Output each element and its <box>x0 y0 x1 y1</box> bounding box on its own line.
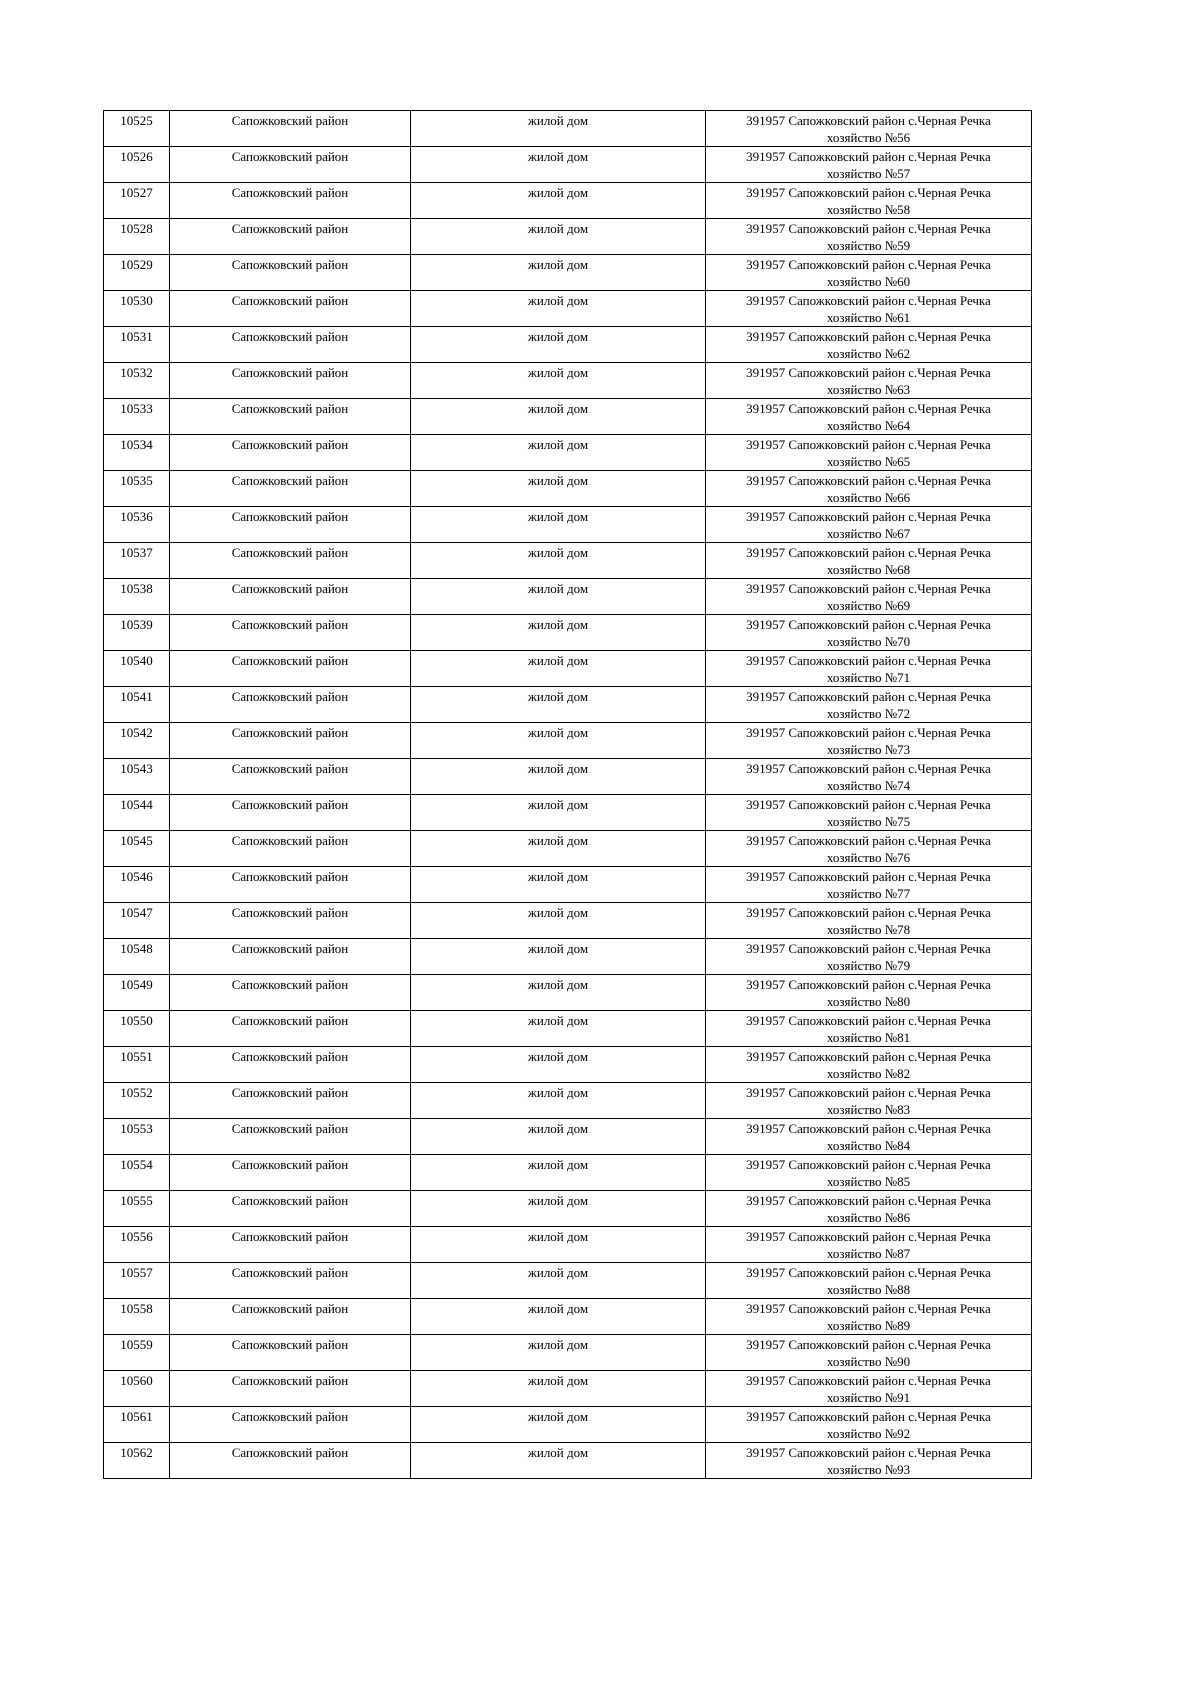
district-cell: Сапожковский район <box>170 1299 411 1335</box>
address-line-2: хозяйство №78 <box>826 922 911 937</box>
property-registry-table <box>103 110 1032 1479</box>
district-cell: Сапожковский район <box>170 327 411 363</box>
table-row <box>104 399 1032 435</box>
address-cell <box>706 183 1032 219</box>
district-cell: Сапожковский район <box>170 399 411 435</box>
object-type-cell: жилой дом <box>411 687 706 723</box>
address-cell <box>706 651 1032 687</box>
district-cell: Сапожковский район <box>170 219 411 255</box>
address-line-2: хозяйство №65 <box>826 454 911 469</box>
table-row <box>104 687 1032 723</box>
address-cell <box>706 615 1032 651</box>
address-line-1: 391957 Сапожковский район с.Черная Речка <box>746 1085 991 1100</box>
district-cell: Сапожковский район <box>170 1191 411 1227</box>
address-line-2: хозяйство №67 <box>826 526 911 541</box>
district-cell: Сапожковский район <box>170 1083 411 1119</box>
address-line-1: 391957 Сапожковский район с.Черная Речка <box>746 401 991 416</box>
address-line-2: хозяйство №86 <box>826 1210 911 1225</box>
object-type-cell: жилой дом <box>411 795 706 831</box>
object-type-cell: жилой дом <box>411 1191 706 1227</box>
address-line-1: 391957 Сапожковский район с.Черная Речка <box>746 689 991 704</box>
address-cell <box>706 1407 1032 1443</box>
object-type-cell: жилой дом <box>411 651 706 687</box>
address-line-1: 391957 Сапожковский район с.Черная Речка <box>746 1013 991 1028</box>
address-line-1: 391957 Сапожковский район с.Черная Речка <box>746 1373 991 1388</box>
address-line-2: хозяйство №58 <box>826 202 911 217</box>
row-id-cell: 10534 <box>104 435 170 471</box>
object-type-cell: жилой дом <box>411 363 706 399</box>
address-line-1: 391957 Сапожковский район с.Черная Речка <box>746 329 991 344</box>
row-id-cell: 10525 <box>104 111 170 147</box>
district-cell: Сапожковский район <box>170 1443 411 1479</box>
district-cell: Сапожковский район <box>170 687 411 723</box>
object-type-cell: жилой дом <box>411 939 706 975</box>
row-id-cell: 10531 <box>104 327 170 363</box>
district-cell: Сапожковский район <box>170 975 411 1011</box>
address-cell <box>706 903 1032 939</box>
address-line-2: хозяйство №79 <box>826 958 911 973</box>
address-cell <box>706 507 1032 543</box>
address-line-1: 391957 Сапожковский район с.Черная Речка <box>746 1337 991 1352</box>
address-line-1: 391957 Сапожковский район с.Черная Речка <box>746 653 991 668</box>
table-row <box>104 1263 1032 1299</box>
address-line-1: 391957 Сапожковский район с.Черная Речка <box>746 1193 991 1208</box>
address-line-1: 391957 Сапожковский район с.Черная Речка <box>746 725 991 740</box>
table-row <box>104 759 1032 795</box>
address-line-1: 391957 Сапожковский район с.Черная Речка <box>746 617 991 632</box>
row-id-cell: 10551 <box>104 1047 170 1083</box>
district-cell: Сапожковский район <box>170 579 411 615</box>
address-cell <box>706 1119 1032 1155</box>
object-type-cell: жилой дом <box>411 579 706 615</box>
table-row <box>104 1443 1032 1479</box>
address-cell <box>706 1011 1032 1047</box>
address-cell <box>706 543 1032 579</box>
address-line-2: хозяйство №90 <box>826 1354 911 1369</box>
table-row <box>104 327 1032 363</box>
address-line-2: хозяйство №82 <box>826 1066 911 1081</box>
row-id-cell: 10561 <box>104 1407 170 1443</box>
object-type-cell: жилой дом <box>411 831 706 867</box>
address-cell <box>706 327 1032 363</box>
object-type-cell: жилой дом <box>411 1299 706 1335</box>
table-row <box>104 363 1032 399</box>
row-id-cell: 10538 <box>104 579 170 615</box>
table-row <box>104 1299 1032 1335</box>
table-row <box>104 795 1032 831</box>
table-row <box>104 615 1032 651</box>
row-id-cell: 10554 <box>104 1155 170 1191</box>
district-cell: Сапожковский район <box>170 867 411 903</box>
table-row <box>104 1119 1032 1155</box>
address-line-1: 391957 Сапожковский район с.Черная Речка <box>746 1049 991 1064</box>
address-cell <box>706 1443 1032 1479</box>
object-type-cell: жилой дом <box>411 1443 706 1479</box>
address-line-1: 391957 Сапожковский район с.Черная Речка <box>746 941 991 956</box>
address-cell <box>706 1083 1032 1119</box>
address-line-1: 391957 Сапожковский район с.Черная Речка <box>746 1229 991 1244</box>
address-cell <box>706 1299 1032 1335</box>
address-line-1: 391957 Сапожковский район с.Черная Речка <box>746 221 991 236</box>
district-cell: Сапожковский район <box>170 363 411 399</box>
address-cell <box>706 1371 1032 1407</box>
address-line-2: хозяйство №70 <box>826 634 911 649</box>
address-line-1: 391957 Сапожковский район с.Черная Речка <box>746 977 991 992</box>
address-line-1: 391957 Сапожковский район с.Черная Речка <box>746 1445 991 1460</box>
district-cell: Сапожковский район <box>170 759 411 795</box>
object-type-cell: жилой дом <box>411 327 706 363</box>
district-cell: Сапожковский район <box>170 903 411 939</box>
table-row <box>104 219 1032 255</box>
object-type-cell: жилой дом <box>411 1011 706 1047</box>
address-line-2: хозяйство №61 <box>826 310 911 325</box>
object-type-cell: жилой дом <box>411 1119 706 1155</box>
address-line-2: хозяйство №72 <box>826 706 911 721</box>
district-cell: Сапожковский район <box>170 1227 411 1263</box>
table-row <box>104 291 1032 327</box>
row-id-cell: 10550 <box>104 1011 170 1047</box>
address-line-1: 391957 Сапожковский район с.Черная Речка <box>746 113 991 128</box>
address-cell <box>706 255 1032 291</box>
address-cell <box>706 759 1032 795</box>
object-type-cell: жилой дом <box>411 1335 706 1371</box>
address-cell <box>706 831 1032 867</box>
district-cell: Сапожковский район <box>170 723 411 759</box>
district-cell: Сапожковский район <box>170 831 411 867</box>
row-id-cell: 10543 <box>104 759 170 795</box>
address-line-2: хозяйство №84 <box>826 1138 911 1153</box>
address-line-1: 391957 Сапожковский район с.Черная Речка <box>746 797 991 812</box>
district-cell: Сапожковский район <box>170 291 411 327</box>
address-cell <box>706 1335 1032 1371</box>
district-cell: Сапожковский район <box>170 471 411 507</box>
address-line-1: 391957 Сапожковский район с.Черная Речка <box>746 437 991 452</box>
table-row <box>104 1083 1032 1119</box>
address-line-1: 391957 Сапожковский район с.Черная Речка <box>746 1301 991 1316</box>
table-row <box>104 183 1032 219</box>
row-id-cell: 10532 <box>104 363 170 399</box>
district-cell: Сапожковский район <box>170 939 411 975</box>
address-line-2: хозяйство №73 <box>826 742 911 757</box>
object-type-cell: жилой дом <box>411 903 706 939</box>
address-cell <box>706 867 1032 903</box>
table-row <box>104 507 1032 543</box>
row-id-cell: 10526 <box>104 147 170 183</box>
table-row <box>104 1227 1032 1263</box>
address-cell <box>706 687 1032 723</box>
object-type-cell: жилой дом <box>411 1371 706 1407</box>
object-type-cell: жилой дом <box>411 291 706 327</box>
address-line-2: хозяйство №91 <box>826 1390 911 1405</box>
table-row <box>104 723 1032 759</box>
address-line-2: хозяйство №76 <box>826 850 911 865</box>
row-id-cell: 10546 <box>104 867 170 903</box>
district-cell: Сапожковский район <box>170 1371 411 1407</box>
address-line-2: хозяйство №75 <box>826 814 911 829</box>
object-type-cell: жилой дом <box>411 723 706 759</box>
table-row <box>104 147 1032 183</box>
address-cell <box>706 147 1032 183</box>
table-row <box>104 903 1032 939</box>
district-cell: Сапожковский район <box>170 507 411 543</box>
row-id-cell: 10548 <box>104 939 170 975</box>
address-cell <box>706 1227 1032 1263</box>
district-cell: Сапожковский район <box>170 1155 411 1191</box>
table-row <box>104 867 1032 903</box>
address-cell <box>706 795 1032 831</box>
address-line-1: 391957 Сапожковский район с.Черная Речка <box>746 581 991 596</box>
address-line-2: хозяйство №83 <box>826 1102 911 1117</box>
object-type-cell: жилой дом <box>411 183 706 219</box>
address-line-1: 391957 Сапожковский район с.Черная Речка <box>746 257 991 272</box>
object-type-cell: жилой дом <box>411 219 706 255</box>
address-line-2: хозяйство №62 <box>826 346 911 361</box>
object-type-cell: жилой дом <box>411 507 706 543</box>
row-id-cell: 10549 <box>104 975 170 1011</box>
address-line-2: хозяйство №81 <box>826 1030 911 1045</box>
object-type-cell: жилой дом <box>411 1047 706 1083</box>
address-line-1: 391957 Сапожковский район с.Черная Речка <box>746 545 991 560</box>
district-cell: Сапожковский район <box>170 183 411 219</box>
row-id-cell: 10557 <box>104 1263 170 1299</box>
address-cell <box>706 975 1032 1011</box>
address-cell <box>706 1191 1032 1227</box>
object-type-cell: жилой дом <box>411 399 706 435</box>
district-cell: Сапожковский район <box>170 543 411 579</box>
address-line-2: хозяйство №59 <box>826 238 911 253</box>
district-cell: Сапожковский район <box>170 1407 411 1443</box>
row-id-cell: 10530 <box>104 291 170 327</box>
row-id-cell: 10528 <box>104 219 170 255</box>
object-type-cell: жилой дом <box>411 1227 706 1263</box>
object-type-cell: жилой дом <box>411 759 706 795</box>
row-id-cell: 10527 <box>104 183 170 219</box>
address-line-2: хозяйство №69 <box>826 598 911 613</box>
address-line-2: хозяйство №87 <box>826 1246 911 1261</box>
address-line-1: 391957 Сапожковский район с.Черная Речка <box>746 869 991 884</box>
address-line-2: хозяйство №57 <box>826 166 911 181</box>
address-line-2: хозяйство №71 <box>826 670 911 685</box>
address-line-2: хозяйство №80 <box>826 994 911 1009</box>
row-id-cell: 10559 <box>104 1335 170 1371</box>
address-line-2: хозяйство №63 <box>826 382 911 397</box>
address-line-1: 391957 Сапожковский район с.Черная Речка <box>746 1157 991 1172</box>
district-cell: Сапожковский район <box>170 1011 411 1047</box>
table-row <box>104 1011 1032 1047</box>
object-type-cell: жилой дом <box>411 1263 706 1299</box>
address-line-2: хозяйство №74 <box>826 778 911 793</box>
address-line-1: 391957 Сапожковский район с.Черная Речка <box>746 509 991 524</box>
object-type-cell: жилой дом <box>411 1155 706 1191</box>
address-line-1: 391957 Сапожковский район с.Черная Речка <box>746 293 991 308</box>
district-cell: Сапожковский район <box>170 435 411 471</box>
object-type-cell: жилой дом <box>411 867 706 903</box>
row-id-cell: 10556 <box>104 1227 170 1263</box>
table-row <box>104 111 1032 147</box>
table-row <box>104 651 1032 687</box>
table-row <box>104 1407 1032 1443</box>
table-row <box>104 1155 1032 1191</box>
address-line-1: 391957 Сапожковский район с.Черная Речка <box>746 473 991 488</box>
row-id-cell: 10540 <box>104 651 170 687</box>
address-line-2: хозяйство №88 <box>826 1282 911 1297</box>
row-id-cell: 10544 <box>104 795 170 831</box>
row-id-cell: 10547 <box>104 903 170 939</box>
table-row <box>104 1191 1032 1227</box>
district-cell: Сапожковский район <box>170 111 411 147</box>
row-id-cell: 10545 <box>104 831 170 867</box>
district-cell: Сапожковский район <box>170 1335 411 1371</box>
address-line-2: хозяйство №60 <box>826 274 911 289</box>
table-body <box>104 111 1032 1479</box>
object-type-cell: жилой дом <box>411 255 706 291</box>
address-cell <box>706 291 1032 327</box>
address-cell <box>706 471 1032 507</box>
row-id-cell: 10553 <box>104 1119 170 1155</box>
address-line-2: хозяйство №77 <box>826 886 911 901</box>
row-id-cell: 10529 <box>104 255 170 291</box>
table-row <box>104 1371 1032 1407</box>
address-line-1: 391957 Сапожковский район с.Черная Речка <box>746 1265 991 1280</box>
row-id-cell: 10533 <box>104 399 170 435</box>
address-cell <box>706 399 1032 435</box>
district-cell: Сапожковский район <box>170 1047 411 1083</box>
address-line-2: хозяйство №68 <box>826 562 911 577</box>
address-line-1: 391957 Сапожковский район с.Черная Речка <box>746 1121 991 1136</box>
object-type-cell: жилой дом <box>411 615 706 651</box>
row-id-cell: 10536 <box>104 507 170 543</box>
address-line-1: 391957 Сапожковский район с.Черная Речка <box>746 833 991 848</box>
address-line-2: хозяйство №85 <box>826 1174 911 1189</box>
table-row <box>104 579 1032 615</box>
row-id-cell: 10535 <box>104 471 170 507</box>
address-line-2: хозяйство №56 <box>826 130 911 145</box>
district-cell: Сапожковский район <box>170 615 411 651</box>
table-row <box>104 1047 1032 1083</box>
address-cell <box>706 1047 1032 1083</box>
address-line-2: хозяйство №66 <box>826 490 911 505</box>
object-type-cell: жилой дом <box>411 543 706 579</box>
address-line-1: 391957 Сапожковский район с.Черная Речка <box>746 185 991 200</box>
table-row <box>104 831 1032 867</box>
table-row <box>104 435 1032 471</box>
row-id-cell: 10555 <box>104 1191 170 1227</box>
address-line-1: 391957 Сапожковский район с.Черная Речка <box>746 761 991 776</box>
row-id-cell: 10560 <box>104 1371 170 1407</box>
table-row <box>104 939 1032 975</box>
district-cell: Сапожковский район <box>170 651 411 687</box>
table-row <box>104 543 1032 579</box>
address-cell <box>706 219 1032 255</box>
row-id-cell: 10562 <box>104 1443 170 1479</box>
table-row <box>104 975 1032 1011</box>
address-line-2: хозяйство №92 <box>826 1426 911 1441</box>
address-line-1: 391957 Сапожковский район с.Черная Речка <box>746 905 991 920</box>
object-type-cell: жилой дом <box>411 435 706 471</box>
district-cell: Сапожковский район <box>170 795 411 831</box>
address-line-1: 391957 Сапожковский район с.Черная Речка <box>746 149 991 164</box>
object-type-cell: жилой дом <box>411 111 706 147</box>
object-type-cell: жилой дом <box>411 975 706 1011</box>
address-line-1: 391957 Сапожковский район с.Черная Речка <box>746 1409 991 1424</box>
address-line-1: 391957 Сапожковский район с.Черная Речка <box>746 365 991 380</box>
object-type-cell: жилой дом <box>411 147 706 183</box>
row-id-cell: 10558 <box>104 1299 170 1335</box>
row-id-cell: 10552 <box>104 1083 170 1119</box>
object-type-cell: жилой дом <box>411 1407 706 1443</box>
district-cell: Сапожковский район <box>170 147 411 183</box>
row-id-cell: 10539 <box>104 615 170 651</box>
table-row <box>104 471 1032 507</box>
address-line-2: хозяйство №89 <box>826 1318 911 1333</box>
row-id-cell: 10537 <box>104 543 170 579</box>
address-line-2: хозяйство №93 <box>826 1462 911 1477</box>
address-cell <box>706 939 1032 975</box>
address-cell <box>706 579 1032 615</box>
object-type-cell: жилой дом <box>411 1083 706 1119</box>
address-cell <box>706 1263 1032 1299</box>
row-id-cell: 10542 <box>104 723 170 759</box>
table-row <box>104 255 1032 291</box>
address-line-2: хозяйство №64 <box>826 418 911 433</box>
district-cell: Сапожковский район <box>170 255 411 291</box>
district-cell: Сапожковский район <box>170 1263 411 1299</box>
address-cell <box>706 1155 1032 1191</box>
address-cell <box>706 111 1032 147</box>
address-cell <box>706 363 1032 399</box>
address-cell <box>706 723 1032 759</box>
address-cell <box>706 435 1032 471</box>
table-row <box>104 1335 1032 1371</box>
district-cell: Сапожковский район <box>170 1119 411 1155</box>
row-id-cell: 10541 <box>104 687 170 723</box>
object-type-cell: жилой дом <box>411 471 706 507</box>
